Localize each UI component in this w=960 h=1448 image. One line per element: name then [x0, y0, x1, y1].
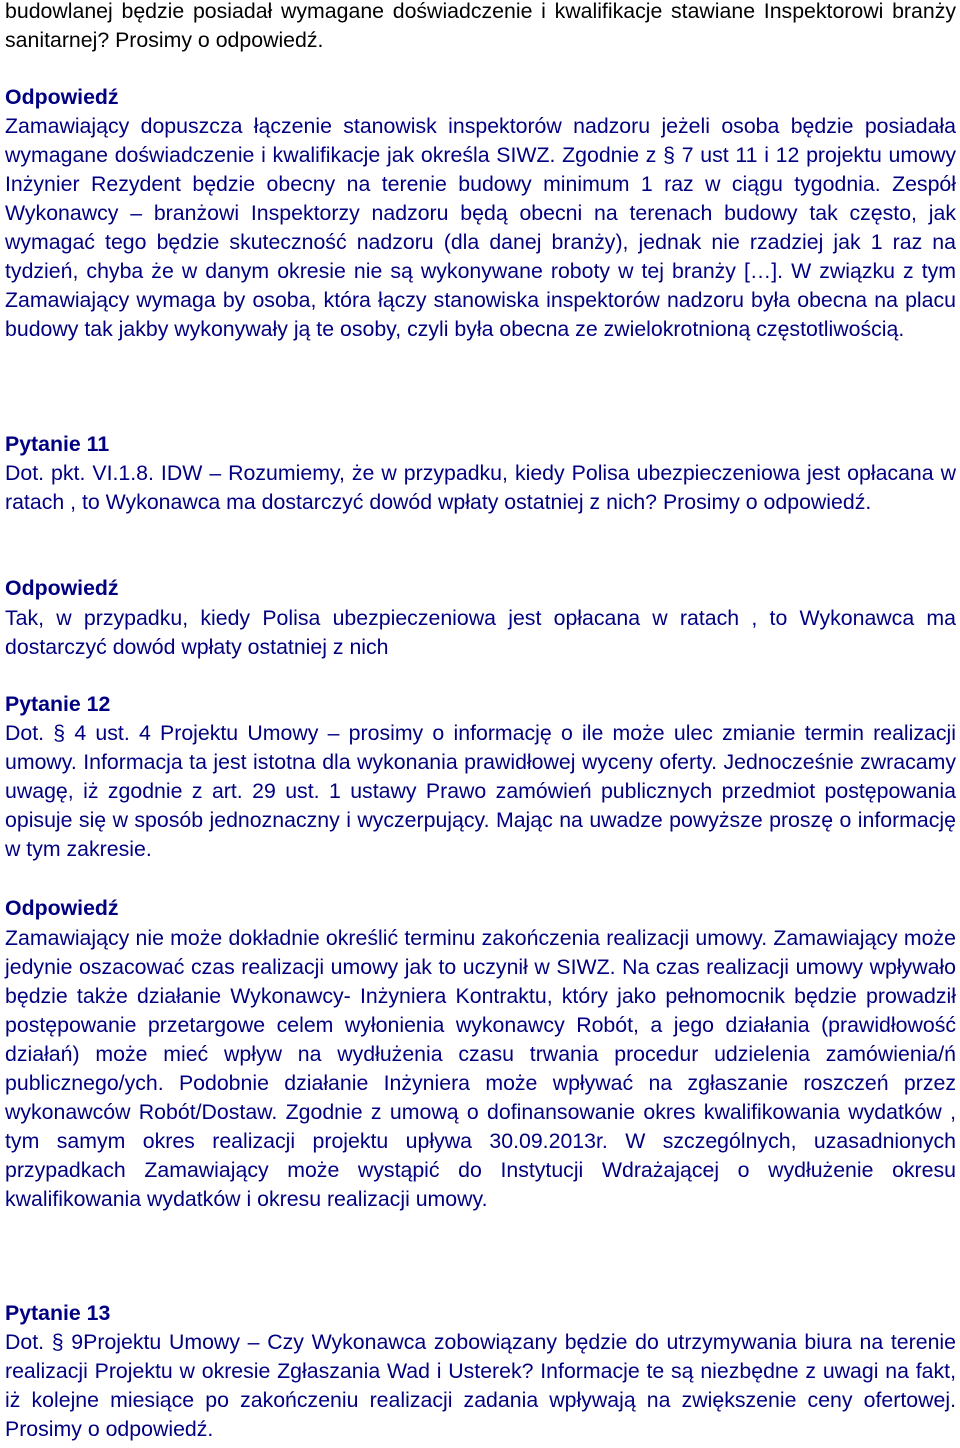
- paragraph-answer-11: Tak, w przypadku, kiedy Polisa ubezpieczeniowa jest opłacana w ratach , to Wykonawca ma dostarczyć dowód wpłaty ostatniej z nich: [5, 606, 956, 659]
- paragraph-question-12: Dot. § 4 ust. 4 Projektu Umowy – prosimy o informację o ile może ulec zmianie termin realizacji umowy. Informacja ta jest istotna dla wykonania prawidłowej wyceny oferty. Jednocześnie zwracamy uwagę, iż zgodnie z art. 29 ust. 1 ustawy Prawo zamówień publicznych przedmiot postępowania opisuje się w sposób jednoznaczny i wyczerpujący. Mając na uwadze powyższe proszę o informację w tym zakresie.: [5, 721, 956, 861]
- heading-question-13: Pytanie 13: [5, 1301, 111, 1325]
- paragraph-answer-10: Zamawiający dopuszcza łączenie stanowisk inspektorów nadzoru jeżeli osoba będzie posiadała wymagane doświadczenie i kwalifikacje jak określa SIWZ. Zgodnie z § 7 ust 11 i 12 projektu umowy Inżynier Rezydent będzie obecny na terenie budowy minimum 1 raz w ciągu tygodnia. Zespół Wykonawcy – branżowi Inspektorzy nadzoru będą obecni na terenach budowy tak często, jak wymagać tego będzie skuteczność nadzoru (dla danej branży), jednak nie rzadziej jak 1 raz na tydzień, chyba że w danym okresie nie są wykonywane roboty w tej branży […]. W związku z tym Zamawiający wymaga by osoba, która łączy stanowiska inspektorów nadzoru była obecna na placu budowy tak jakby wykonywały ją te osoby, czyli była obecna ze zwielokrotnioną częstotliwością.: [5, 114, 956, 341]
- paragraph-answer-12: Zamawiający nie może dokładnie określić terminu zakończenia realizacji umowy. Zamawiający może jedynie oszacować czas realizacji umowy jak to uczynił w SIWZ. Na czas realizacji umowy wpływało będzie także działanie Wykonawcy- Inżyniera Kontraktu, który jako pełnomocnik będzie prowadził postępowanie przetargowe celem wyłonienia wykonawcy Robót, a jego działania (prawidłowość działań) może mieć wpływ na wydłużenia czasu trwania procedur udzielenia zamówienia/ń publicznego/ych. Podobnie działanie Inżyniera może wpływać na zgłaszanie roszczeń przez wykonawców Robót/Dostaw. Zgodnie z umową o dofinansowanie okres kwalifikowania wydatków , tym samym okres realizacji projektu upływa 30.09.2013r. W szczególnych, uzasadnionych przypadkach Zamawiający może wystąpić do Instytucji Wdrażającej o wydłużenie okresu kwalifikowania wydatków i okresu realizacji umowy.: [5, 926, 956, 1211]
- paragraph-question-10-end: budowlanej będzie posiadał wymagane doświadczenie i kwalifikacje stawiane Inspektorowi branży sanitarnej? Prosimy o odpowiedź.: [5, 0, 956, 52]
- heading-question-12: Pytanie 12: [5, 692, 111, 716]
- heading-answer-11: Odpowiedź: [5, 576, 119, 600]
- heading-question-11: Pytanie 11: [5, 432, 110, 456]
- paragraph-question-13: Dot. § 9Projektu Umowy – Czy Wykonawca zobowiązany będzie do utrzymywania biura na terenie realizacji Projektu w okresie Zgłaszania Wad i Usterek? Informacje te są niezbędne z uwagi na fakt, iż kolejne miesiące po zakończeniu realizacji zadania wpływają na zwiększenie ceny ofertowej. Prosimy o odpowiedź.: [5, 1330, 956, 1441]
- heading-answer-12: Odpowiedź: [5, 896, 119, 920]
- paragraph-question-11: Dot. pkt. VI.1.8. IDW – Rozumiemy, że w przypadku, kiedy Polisa ubezpieczeniowa jest opłacana w ratach , to Wykonawca ma dostarczyć dowód wpłaty ostatniej z nich? Prosimy o odpowiedź.: [5, 461, 956, 514]
- heading-answer-10: Odpowiedź: [5, 85, 119, 109]
